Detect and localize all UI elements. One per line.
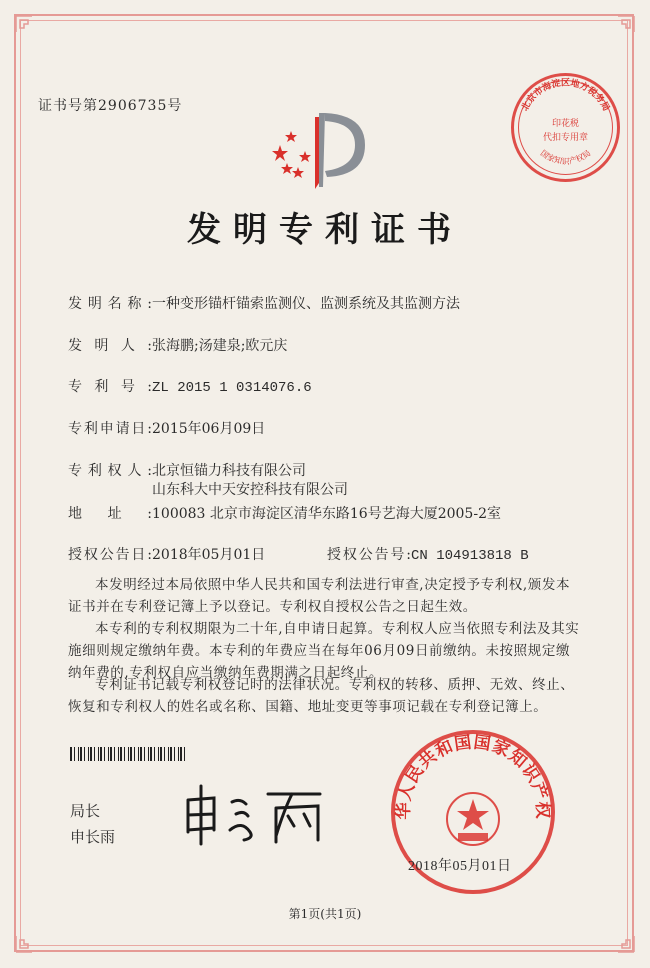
field-inventor <box>68 335 287 355</box>
paragraph-term-notice: 本专利的专利权期限为二十年,自申请日起算。专利权人应当依照专利法及其实施细则规定缴纳年费。本专利的年费应当在每年06月09日前缴纳。未按照规定缴纳年费的,专利权自应当缴纳年费期满之日起终止。 <box>68 621 580 681</box>
label-grant-number: 授权公告号: <box>327 547 411 563</box>
label-inventor: 发明人: <box>68 338 152 354</box>
field-invention-name <box>68 293 460 313</box>
seal-date: 2018年05月01日 <box>408 859 512 874</box>
value-patent-number: ZL 2015 1 0314076.6 <box>152 380 312 396</box>
value-address: 100083 北京市海淀区清华东路16号艺海大厦2005-2室 <box>152 506 501 522</box>
label-grant-date: 授权公告日: <box>68 547 152 563</box>
value-patentee-1: 北京恒锚力科技有限公司 <box>152 463 306 479</box>
label-invention-name: 发明名称: <box>68 296 152 312</box>
label-filing-date: 专利申请日: <box>68 421 152 437</box>
svg-text:国家知识产权局 <box>539 149 593 166</box>
barcode <box>70 746 188 760</box>
field-patentee <box>68 460 306 480</box>
signature-title: 局长 <box>70 802 101 820</box>
seal-small-ring-text: 北京市海淀区地方税务局 <box>520 78 611 113</box>
paragraph-grant-notice: 本发明经过本局依照中华人民共和国专利法进行审查,决定授予专利权,颁发本证书并在专利登记簿上予以登记。专利权自授权公告之日起生效。 <box>68 577 571 615</box>
seal-small-line1: 印花税 <box>551 119 580 129</box>
value-inventor: 张海鹏;汤建泉;欧元庆 <box>152 338 288 354</box>
seal-ring-text: 华人民共和国国家知识产权 <box>393 732 553 820</box>
value-grant-date: 2018年05月01日 <box>152 547 266 563</box>
certificate-title: 发明专利证书 <box>187 210 463 250</box>
field-patent-number <box>68 376 312 396</box>
value-invention-name: 一种变形锚杆锚索监测仪、监测系统及其监测方法 <box>152 296 460 312</box>
field-grant-date <box>68 544 265 564</box>
field-filing-date <box>68 418 265 438</box>
value-filing-date: 2015年06月09日 <box>152 421 266 437</box>
certificate-number: 证书号第2906735号 <box>38 98 183 114</box>
svg-text:北京市海淀区地方税务局 <box>518 77 611 113</box>
signature-name: 申长雨 <box>70 828 116 846</box>
tax-stamp-seal <box>508 70 623 185</box>
seal-small-line2: 代扣专用章 <box>542 133 589 143</box>
seal-small-bottom-text: 国家知识产权局 <box>538 148 593 166</box>
field-grant-number <box>327 544 529 564</box>
value-grant-number: CN 104913818 B <box>411 548 529 564</box>
field-address <box>68 503 501 523</box>
svg-text:中华人民共和国国家知识产权局 <box>388 727 553 820</box>
label-patentee: 专利权人: <box>68 463 152 479</box>
corner-ornament-icon <box>596 14 636 54</box>
label-address: 地址: <box>68 506 152 522</box>
paragraph-registration-notice: 专利证书记载专利权登记时的法律状况。专利权的转移、质押、无效、终止、恢复和专利权人的姓名或名称、国籍、地址变更等事项记载在专利登记簿上。 <box>68 677 575 715</box>
field-patentee-2 <box>152 479 348 499</box>
corner-ornament-icon <box>14 14 54 54</box>
patent-office-logo-icon <box>265 105 380 190</box>
page-footer: 第1页(共1页) <box>288 907 362 921</box>
value-patentee-2: 山东科大中天安控科技有限公司 <box>152 482 348 498</box>
handwritten-signature <box>180 780 330 850</box>
label-patent-number: 专利号: <box>68 379 152 395</box>
